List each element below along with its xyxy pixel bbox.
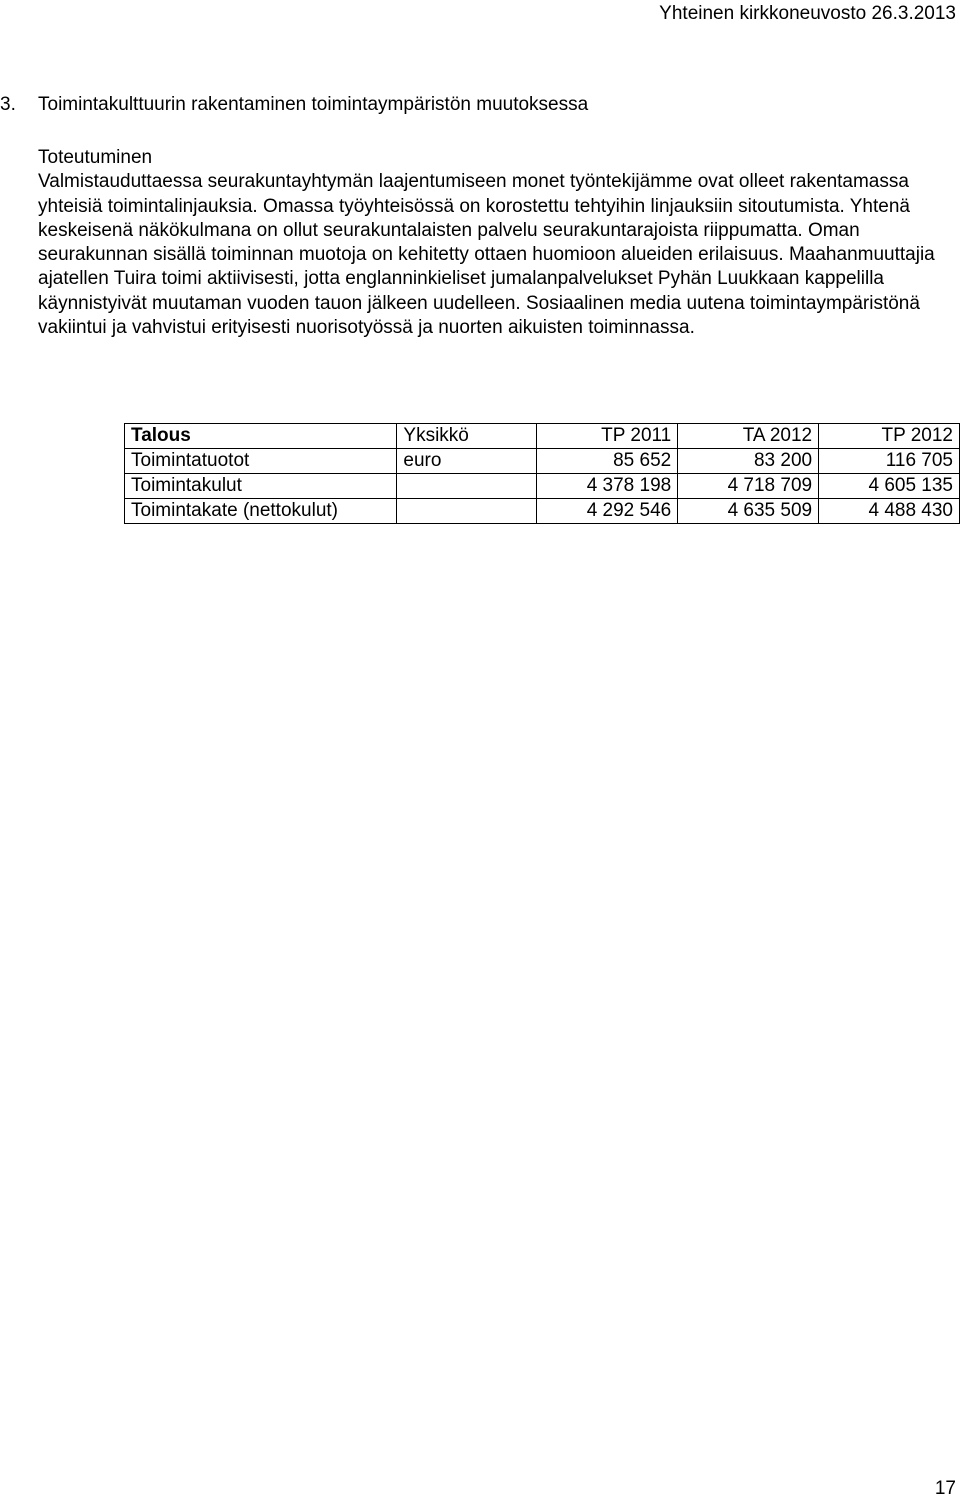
table-row: [125, 474, 960, 499]
header-title: Yhteinen kirkkoneuvosto 26.3.2013: [659, 3, 956, 24]
section-body: [38, 146, 938, 340]
table-cell: 4 488 430: [819, 499, 960, 524]
table-cell: 4 292 546: [537, 499, 678, 524]
table-cell: 85 652: [537, 449, 678, 474]
table-cell: 4 635 509: [678, 499, 819, 524]
section-number: 3.: [0, 94, 16, 115]
table-cell: 116 705: [819, 449, 960, 474]
header-cell: Talous: [125, 424, 397, 449]
finance-table: [124, 423, 960, 524]
page-number: 17: [934, 1478, 956, 1499]
table-cell: 4 718 709: [678, 474, 819, 499]
header-cell: Yksikkö: [397, 424, 537, 449]
table-cell: euro: [397, 449, 537, 474]
header-cell: TP 2011: [537, 424, 678, 449]
body-paragraph: Valmistauduttaessa seurakuntayhtymän laajentumiseen monet työntekijämme ovat olleet rakentamassa yhteisiä toimintalinjauksia. Omassa työyhteisössä on korostettu tehtyihin linjauksiin sitoutumista. Yhtenä keskeisenä näkökulmana on ollut seurakuntalaisten palvelu seurakuntarajoista riippumatta. Oman seurakunnan sisällä toiminnan muotoja on kehitetty ottaen huomioon alueiden erilaisuus. Maahanmuuttajia ajatellen Tuira toimi aktiivisesti, jotta englanninkieliset jumalanpalvelukset Pyhän Luukkaan kappelilla käynnistyivät muutaman vuoden tauon jälkeen uudelleen. Sosiaalinen media uutena toimintaympäristönä vakiintui ja vahvistui erityisesti nuorisotyössä ja nuorten aikuisten toiminnassa.: [38, 171, 935, 339]
header-cell: TP 2012: [819, 424, 960, 449]
header-cell: TA 2012: [678, 424, 819, 449]
table-cell: 83 200: [678, 449, 819, 474]
table-cell: Toimintakate (nettokulut): [125, 499, 397, 524]
table-row: [125, 499, 960, 524]
table-cell: [397, 499, 537, 524]
table-cell: Toimintatuotot: [125, 449, 397, 474]
table-cell: [397, 474, 537, 499]
table-row: [125, 449, 960, 474]
section-title: Toimintakulttuurin rakentaminen toimintaympäristön muutoksessa: [38, 94, 589, 115]
table-cell: 4 605 135: [819, 474, 960, 499]
table-header-row: [125, 424, 960, 449]
section-heading: [0, 93, 588, 117]
document-header: [659, 2, 956, 26]
table-cell: Toimintakulut: [125, 474, 397, 499]
finance-table-container: [124, 423, 960, 524]
table-cell: 4 378 198: [537, 474, 678, 499]
subheading: Toteutuminen: [38, 147, 153, 168]
